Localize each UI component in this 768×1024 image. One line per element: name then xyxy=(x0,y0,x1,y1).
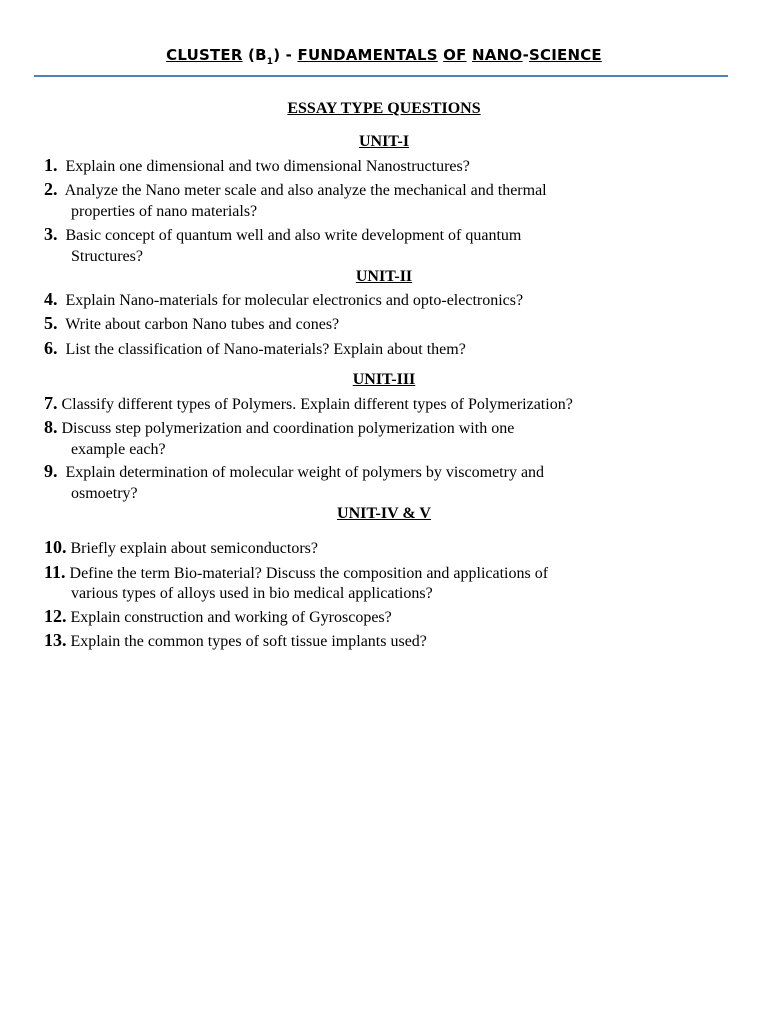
question-11 xyxy=(44,562,548,584)
question-number: 13. xyxy=(44,630,67,650)
title-subscript: 1 xyxy=(266,57,274,67)
title-of: OF xyxy=(443,46,467,64)
title-paren-open: (B xyxy=(242,46,267,64)
question-text: Explain the common types of soft tissue implants used? xyxy=(70,633,427,650)
question-number: 7. xyxy=(44,393,58,413)
question-12 xyxy=(44,606,392,628)
question-9 xyxy=(44,461,544,483)
question-text: Classify different types of Polymers. Explain different types of Polymerization? xyxy=(61,396,573,413)
question-6 xyxy=(44,338,466,360)
unit-3-heading: UNIT-III xyxy=(352,371,416,388)
question-text: Discuss step polymerization and coordination polymerization with one xyxy=(61,420,515,437)
question-10 xyxy=(44,537,318,559)
question-text: Explain one dimensional and two dimensional Nanostructures? xyxy=(65,158,470,175)
question-9-continuation: osmoetry? xyxy=(71,485,138,502)
question-text: Explain construction and working of Gyroscopes? xyxy=(70,609,392,626)
unit-4-5-heading: UNIT-IV & V xyxy=(337,505,431,522)
question-number: 9. xyxy=(44,461,58,481)
question-text: Analyze the Nano meter scale and also analyze the mechanical and thermal xyxy=(64,182,547,199)
title-paren-close: ) - xyxy=(273,46,298,64)
question-13 xyxy=(44,630,427,652)
essay-heading: ESSAY TYPE QUESTIONS xyxy=(287,100,481,117)
question-4 xyxy=(44,289,523,311)
unit-2-heading: UNIT-II xyxy=(355,268,413,285)
question-1 xyxy=(44,155,470,177)
unit-1-heading: UNIT-I xyxy=(358,133,410,150)
title-fundamentals: FUNDAMENTALS xyxy=(297,46,438,64)
question-5 xyxy=(44,313,339,335)
question-11-continuation: various types of alloys used in bio medical applications? xyxy=(71,585,433,602)
question-number: 10. xyxy=(44,537,67,557)
question-number: 1. xyxy=(44,155,58,175)
question-2 xyxy=(44,179,547,201)
header-divider xyxy=(34,75,728,77)
question-3 xyxy=(44,224,521,246)
question-text: Explain Nano-materials for molecular electronics and opto-electronics? xyxy=(65,292,524,309)
question-text: Basic concept of quantum well and also write development of quantum xyxy=(65,227,522,244)
question-8 xyxy=(44,417,514,439)
question-7 xyxy=(44,393,573,415)
question-text: Explain determination of molecular weight of polymers by viscometry and xyxy=(65,464,545,481)
title-nano: NANO xyxy=(472,46,523,64)
question-2-continuation: properties of nano materials? xyxy=(71,203,258,220)
question-8-continuation: example each? xyxy=(71,441,166,458)
question-number: 4. xyxy=(44,289,58,309)
title-cluster: CLUSTER xyxy=(166,46,243,64)
document-title xyxy=(0,46,768,67)
question-number: 5. xyxy=(44,313,58,333)
question-number: 11. xyxy=(44,562,66,582)
question-text: List the classification of Nano-materials? Explain about them? xyxy=(65,341,466,358)
question-number: 3. xyxy=(44,224,58,244)
question-number: 12. xyxy=(44,606,67,626)
question-text: Write about carbon Nano tubes and cones? xyxy=(65,316,340,333)
question-text: Briefly explain about semiconductors? xyxy=(70,540,318,557)
question-text: Define the term Bio-material? Discuss the composition and applications of xyxy=(69,565,549,582)
question-number: 6. xyxy=(44,338,58,358)
title-science: SCIENCE xyxy=(529,46,602,64)
question-3-continuation: Structures? xyxy=(71,248,143,265)
title-hyphen: - xyxy=(522,46,529,64)
question-number: 2. xyxy=(44,179,58,199)
question-number: 8. xyxy=(44,417,58,437)
